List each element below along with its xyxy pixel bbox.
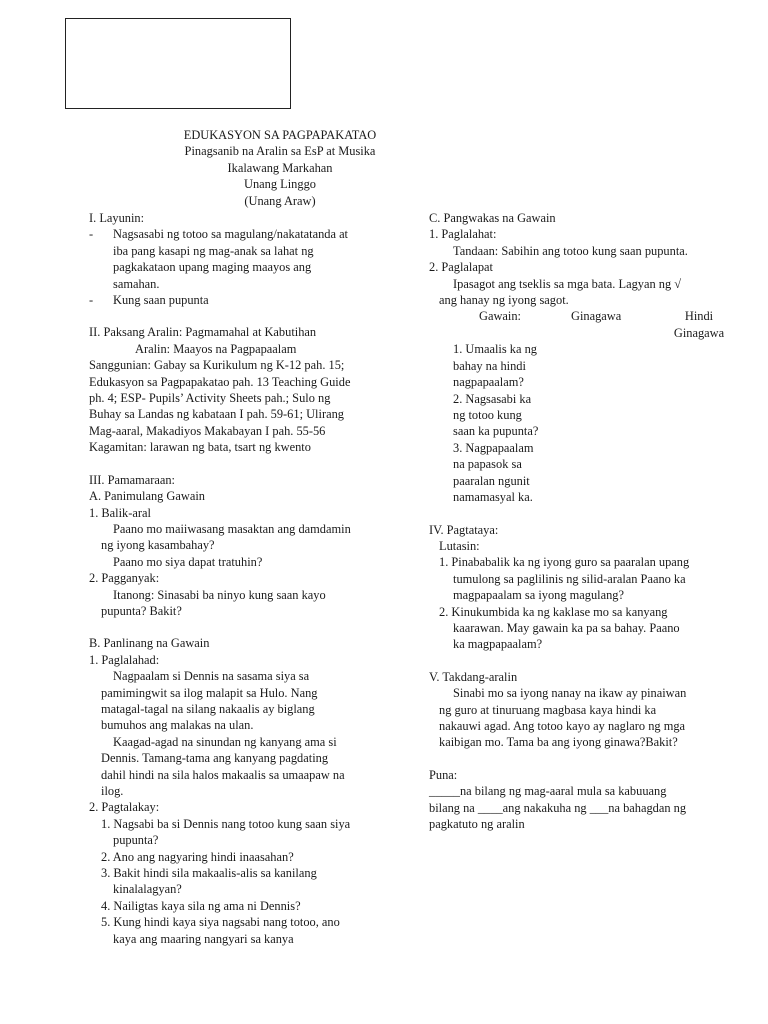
header-line: (Unang Araw) [244,193,316,208]
layunin-line: pagkakataon upang maging maayos ang [113,260,312,275]
pagtalakay-line: 1. Nagsabi ba si Dennis nang totoo kung saan siya [101,816,351,831]
pagtataya-heading: IV. Pagtataya: [429,522,499,537]
checklist-line: bahay na hindi [453,358,526,373]
checklist-line: 3. Nagpapaalam [453,440,534,455]
column-ginagawa: Ginagawa [571,309,622,324]
paksa-aralin: Aralin: Maayos na Pagpapaalam [135,341,297,356]
layunin-item [89,226,389,292]
takdang-aralin-heading: V. Takdang-aralin [429,669,518,684]
header-line: Unang Linggo [244,177,316,192]
paglalahad-line: Kaagad-agad na sinundan ng kanyang ama si [113,734,337,749]
paksa-line: Buhay sa Landas ng kabataan I pah. 59-61; Ulirang [89,407,344,422]
paglalahad-heading: 1. Paglalahad: [89,652,160,667]
checklist-line: 2. Nagsasabi ka [453,391,532,406]
pagtalakay-line: kinalalagyan? [113,882,182,897]
column-hindi-ginagawa [659,308,739,341]
checklist-line: 1. Umaalis ka ng [453,342,537,357]
pangwakas-heading: C. Pangwakas na Gawain [429,211,556,225]
layunin-line: Kung saan pupunta [113,293,209,308]
takdang-aralin-line: Sinabi mo sa iyong nanay na ikaw ay pinaiwan [453,686,687,701]
paksa-line: Kagamitan: larawan ng bata, tsart ng kwento [89,440,311,455]
paglalahad-line: bumuhos ang malakas na ulan. [101,718,254,733]
checklist-items [429,341,749,505]
layunin-item [89,292,389,308]
puna-line: _____na bilang ng mag-aaral mula sa kabuuang [429,784,667,799]
takdang-aralin-line: ng guro at tinuruang magbasa kaya hindi ka [439,702,657,717]
paglalapat-line: ang hanay ng iyong sagot. [439,293,569,308]
column-hindi-line: Ginagawa [673,325,725,340]
pagtalakay-line: pupunta? [113,833,159,848]
paglalahad-line: dahil hindi na sila halos makaalis sa umaapaw na [101,767,345,782]
paglalahad-line: Nagpaalam si Dennis na sasama siya sa [113,669,310,684]
pagtataya-line: 2. Kinukumbida ka ng kaklase mo sa kanyang [439,604,668,619]
paglalapat-heading: 2. Paglalapat [429,260,493,275]
bullet-marker: - [89,227,94,242]
pamamaraan-heading: III. Pamamaraan: [89,472,176,487]
balik-aral-line: Paano mo siya dapat tratuhin? [113,554,263,569]
pagtataya-line: ka magpapaalam? [453,637,543,652]
left-column [89,210,389,947]
paglalahad-line: pamimingwit sa ilog malapit sa Hulo. Nang [101,685,318,700]
column-hindi-line: Hindi [684,309,714,324]
checklist-line: paaralan ngunit [453,473,530,488]
paksa-line: Mag-aaral, Makadiyos Makabayan I pah. 55-56 [89,423,326,438]
pagganyak-line: pupunta? Bakit? [101,603,182,618]
paglalahat-heading: 1. Paglalahat: [429,227,497,242]
paksa-line: Sanggunian: Gabay sa Kurikulum ng K-12 pah. 15; [89,358,345,373]
puna-line: bilang na ____ang nakakuha ng ___na bahagdan ng [429,800,687,815]
checklist-header [429,308,749,341]
pagganyak-line: Itanong: Sinasabi ba ninyo kung saan kayo [113,587,326,602]
pagtalakay-line: 2. Ano ang nagyaring hindi inaasahan? [101,849,294,864]
bullet-marker: - [89,293,94,308]
paglalapat-line: Ipasagot ang tseklis sa mga bata. Lagyan ng √ [453,276,682,291]
takdang-aralin-line: kaibigan mo. Tama ba ang iyong ginawa?Bakit? [439,735,678,750]
paksa-line: ph. 4; ESP- Pupils’ Activity Sheets pah.; Sulo ng [89,391,331,406]
checklist-line: na papasok sa [453,457,522,472]
document-header [90,127,470,209]
paksa-heading: II. Paksang Aralin: Pagmamahal at Kabutihan [89,325,317,340]
checklist-line: namamasyal ka. [453,490,533,505]
pagtataya-line: 1. Pinababalik ka ng iyong guro sa paaralan upang [439,555,690,570]
paglalahat-line: Tandaan: Sabihin ang totoo kung saan pupunta. [453,243,688,258]
checklist-line: nagpapaalam? [453,375,524,390]
paglalahad-line: Dennis. Tamang-tama ang kanyang pagdating [101,751,329,766]
panlinang-heading: B. Panlinang na Gawain [89,636,210,651]
checklist-line: saan ka pupunta? [453,424,539,439]
pagganyak-heading: 2. Pagganyak: [89,571,160,586]
document-title: EDUKASYON SA PAGPAPAKATAO [183,128,377,142]
pagtataya-line: tumulong sa paglilinis ng silid-aralan Paano ka [453,571,686,586]
balik-aral-line: ng iyong kasambahay? [101,538,215,553]
pagtalakay-line: kaya ang maaring nangyari sa kanya [113,931,294,946]
paksa-line: Edukasyon sa Pagpapakatao pah. 13 Teaching Guide [89,374,351,389]
layunin-line: iba pang kasapi ng mag-anak sa lahat ng [113,243,314,258]
puna-line: pagkatuto ng aralin [429,817,525,831]
panimulang-heading: A. Panimulang Gawain [89,489,205,504]
paglalahad-line: matagal-tagal na silang nakaalis ay biglang [101,701,315,716]
balik-aral-heading: 1. Balik-aral [89,505,151,520]
balik-aral-line: Paano mo maiiwasang masaktan ang damdamin [113,521,351,536]
layunin-heading: I. Layunin: [89,211,145,225]
pagtataya-line: magpapaalam sa iyong magulang? [453,588,625,603]
paglalahad-line: ilog. [101,784,124,798]
column-gawain: Gawain: [479,309,521,324]
lutasin-label: Lutasin: [439,538,480,553]
pagtalakay-line: 3. Bakit hindi sila makaalis-alis sa kanilang [101,866,317,881]
header-line: Ikalawang Markahan [227,160,333,175]
layunin-line: Nagsasabi ng totoo sa magulang/nakatatanda at [113,227,349,242]
pagtalakay-line: 5. Kung hindi kaya siya nagsabi nang totoo, ano [101,915,340,930]
blank-box [65,18,291,109]
right-column [429,210,749,832]
checklist-line: ng totoo kung [453,408,522,423]
pagtalakay-line: 4. Nailigtas kaya sila ng ama ni Dennis? [101,898,301,913]
pagtataya-line: kaarawan. May gawain ka pa sa bahay. Paano [453,620,680,635]
takdang-aralin-line: nakauwi agad. Ang totoo kayo ay naglaro ng mga [439,718,686,733]
pagtalakay-heading: 2. Pagtalakay: [89,800,160,815]
header-line: Pinagsanib na Aralin sa EsP at Musika [184,144,376,159]
layunin-line: samahan. [113,276,160,291]
puna-heading: Puna: [429,767,458,782]
